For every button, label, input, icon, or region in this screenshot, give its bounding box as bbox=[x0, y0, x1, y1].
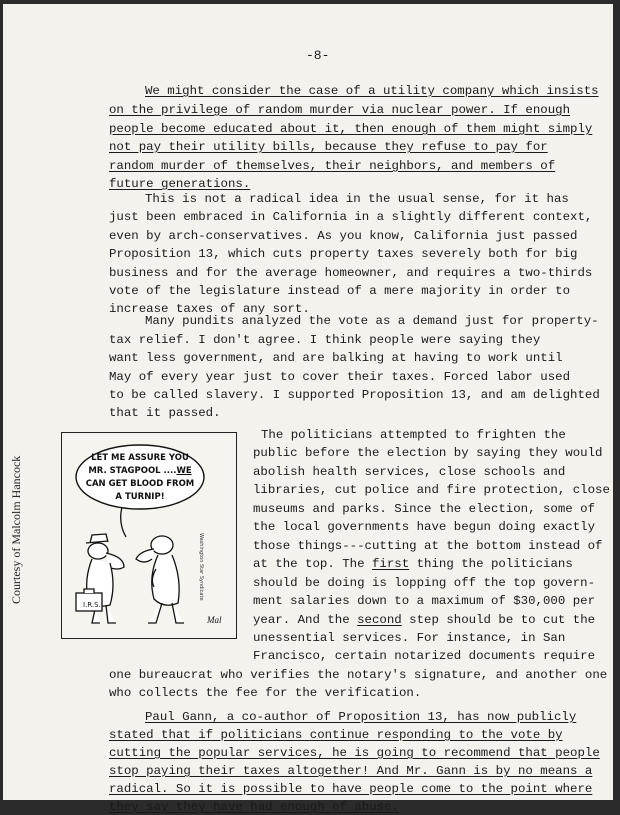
p2-line-7: increase taxes of any sort. bbox=[109, 302, 310, 316]
p3-line-4: May of every year just to cover their taxes. Forced labor used bbox=[109, 370, 571, 384]
p3-line-6: that it passed. bbox=[109, 406, 221, 420]
emphasis-first: first bbox=[371, 557, 410, 571]
p5-line-1: Paul Gann, a co-author of Proposition 13, has now publicly bbox=[145, 710, 577, 724]
page-number: -8- bbox=[306, 48, 330, 63]
p5-line-6: they say they have had enough of abuse. bbox=[109, 800, 399, 814]
speech-line-2 bbox=[80, 466, 200, 476]
syndicate-credit: Washington Star Syndicate bbox=[198, 533, 204, 601]
p1-line-5: random murder of themselves, their neighbors, and members of bbox=[109, 159, 556, 173]
p3-line-5: to be called slavery. I supported Proposition 13, and am delighted bbox=[109, 388, 600, 402]
stagpool-figure bbox=[136, 536, 184, 623]
p4-line-11-b: step should be to cut the bbox=[401, 613, 596, 627]
p3-line-3: want less government, and are balking at having to work until bbox=[109, 351, 563, 365]
p4-line-8-b: thing the politicians bbox=[409, 557, 573, 571]
emphasis-second: second bbox=[357, 613, 402, 627]
p1-line-1: We might consider the case of a utility company which insists bbox=[145, 84, 599, 98]
p2-line-2: just been embraced in California in a slightly different context, bbox=[109, 210, 593, 224]
p1-line-6: future generations. bbox=[109, 177, 251, 191]
p5-line-2: stated that if politicians continue responding to the vote by bbox=[109, 728, 563, 742]
p4-line-2: public before the election by saying they would bbox=[253, 446, 603, 460]
p4-line-13: Francisco, certain notarized documents require bbox=[253, 649, 596, 663]
document-page bbox=[3, 4, 613, 814]
p1-line-4: not pay their utility bills, because they refuse to pay for bbox=[109, 140, 548, 154]
irs-agent-figure bbox=[76, 534, 124, 623]
p3-line-2: tax relief. I don't agree. I think people were saying they bbox=[109, 333, 541, 347]
speech-line-3: CAN GET BLOOD FROM bbox=[85, 479, 195, 489]
p4-line-8 bbox=[253, 556, 573, 572]
speech-line-4: A TURNIP! bbox=[115, 492, 165, 502]
speech-line-1: LET ME ASSURE YOU bbox=[91, 453, 189, 463]
p4-line-5: museums and parks. Since the election, some of bbox=[253, 502, 596, 516]
speech-line-2-a: MR. STAGPOOL .... bbox=[88, 466, 177, 476]
p2-line-3: even by arch-conservatives. As you know, California just passed bbox=[109, 229, 578, 243]
p4-line-15: who collects the fee for the verification. bbox=[109, 686, 422, 700]
p2-line-1: This is not a radical idea in the usual sense, for it has bbox=[145, 192, 569, 206]
p4-line-8-a: at the top. The bbox=[253, 557, 372, 571]
p4-line-11-a: year. And the bbox=[253, 613, 358, 627]
p4-line-12: unessential services. For instance, in San bbox=[253, 631, 566, 645]
speech-tail bbox=[121, 507, 126, 537]
p4-line-6: the local governments have begun doing exactly bbox=[253, 520, 596, 534]
p4-line-4: libraries, cut police and fire protection, close bbox=[253, 483, 610, 497]
p4-line-11 bbox=[253, 612, 595, 628]
p5-line-4: stop paying their taxes altogether! And Mr. Gann is by no means a bbox=[109, 764, 593, 778]
p4-line-14: one bureaucrat who verifies the notary's signature, and another one bbox=[109, 668, 608, 682]
speech-emphasis-we: WE bbox=[176, 466, 192, 476]
p4-line-1: The politicians attempted to frighten the bbox=[261, 428, 566, 442]
p2-line-4: Proposition 13, which cuts property taxes severely both for big bbox=[109, 247, 578, 261]
cartoon-credit: Courtesy of Malcolm Hancock bbox=[9, 455, 23, 604]
p3-line-1: Many pundits analyzed the vote as a demand just for property- bbox=[145, 314, 599, 328]
cartoon-illustration bbox=[61, 432, 237, 639]
p5-line-3: cutting the popular services, he is going to recommend that people bbox=[109, 746, 600, 760]
p4-line-10: ment salaries down to a maximum of $30,000 per bbox=[253, 594, 596, 608]
p1-line-2: on the privilege of random murder via nuclear power. If enough bbox=[109, 103, 571, 117]
p2-line-6: vote of the legislature instead of a mere majority in order to bbox=[109, 284, 571, 298]
cartoonist-signature: Mal bbox=[207, 615, 222, 625]
p4-line-9: should be doing is lopping off the top govern- bbox=[253, 576, 596, 590]
briefcase-label: I.R.S. bbox=[83, 601, 101, 609]
p5-line-5: radical. So it is possible to have people come to the point where bbox=[109, 782, 593, 796]
p2-line-5: business and for the average homeowner, and requires a two-thirds bbox=[109, 266, 593, 280]
p1-line-3: people become educated about it, then enough of them might simply bbox=[109, 122, 593, 136]
p4-line-7: those things---cutting at the bottom instead of bbox=[253, 539, 603, 553]
p4-line-3: abolish health services, close schools and bbox=[253, 465, 566, 479]
